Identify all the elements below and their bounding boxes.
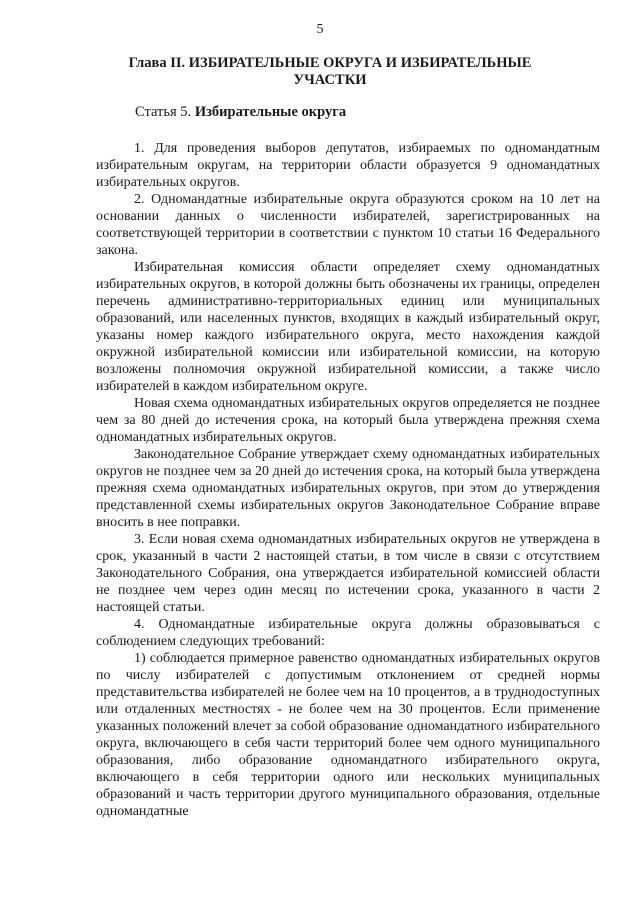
paragraph: Новая схема одномандатных избирательных округов определяется не позднее чем за 80 дней до истечения срока, на который была утверждена прежняя схема одномандатных избирательных округов. [96, 396, 600, 445]
article-prefix: Статья 5. [135, 104, 195, 120]
paragraph: Избирательная комиссия области определяет схему одномандатных избирательных округов, в которой должны быть обозначены их границы, определен перечень административно-территориальных единиц или муниципальных образований, или населенных пунктов, входящих в каждый избирательный округ, указаны номер каждого избирательного округа, место нахождения каждой окружной избирательной комиссии или избирательной комиссии, на которую возложены полномочия окружной избирательной комиссии, а также число избирателей в каждом избирательном округе. [96, 260, 600, 394]
article-body [96, 140, 600, 820]
paragraph: 4. Одномандатные избирательные округа должны образовываться с соблюдением следующих требований: [96, 617, 600, 649]
paragraph: 1) соблюдается примерное равенство одномандатных избирательных округов по числу избирателей с допустимым отклонением от средней нормы представительства избирателей не более чем на 10 процентов, а в труднодоступных или отдаленных местностях - не более чем на 30 процентов. Если применение указанных положений влечет за собой образование одномандатного избирательного округа, включающего в себя части территорий более чем одного муниципального образования, либо образование одномандатного избирательного округа, включающего в себя территории одного или нескольких муниципальных образований и часть территории другого муниципального образования, отдельные одномандатные [96, 651, 600, 819]
page-number: 5 [316, 22, 324, 37]
chapter-title: Глава II. ИЗБИРАТЕЛЬНЫЕ ОКРУГА И ИЗБИРАТЕЛЬНЫЕ УЧАСТКИ [128, 55, 532, 88]
article-heading [135, 104, 346, 121]
paragraph: 3. Если новая схема одномандатных избирательных округов не утверждена в срок, указанный в части 2 настоящей статьи, в том числе в связи с отсутствием Законодательного Собрания, она утверждается избирательной комиссией области не позднее чем через один месяц по истечении срока, указанного в части 2 настоящей статьи. [96, 532, 600, 615]
paragraph: 1. Для проведения выборов депутатов, избираемых по одномандатным избирательным округам, на территории области образуется 9 одномандатных избирательных округов. [96, 141, 600, 190]
paragraph: 2. Одномандатные избирательные округа образуются сроком на 10 лет на основании данных о численности избирателей, зарегистрированных на соответствующей территории в соответствии с пунктом 10 статьи 16 Федерального закона. [96, 192, 600, 258]
article-title: Избирательные округа [194, 104, 347, 120]
paragraph: Законодательное Собрание утверждает схему одномандатных избирательных округов не позднее чем за 20 дней до истечения срока, на который была утверждена прежняя схема одномандатных избирательных округов, при этом до утверждения представленной схемы избирательных округов Законодательное Собрание вправе вносить в нее поправки. [96, 447, 600, 530]
